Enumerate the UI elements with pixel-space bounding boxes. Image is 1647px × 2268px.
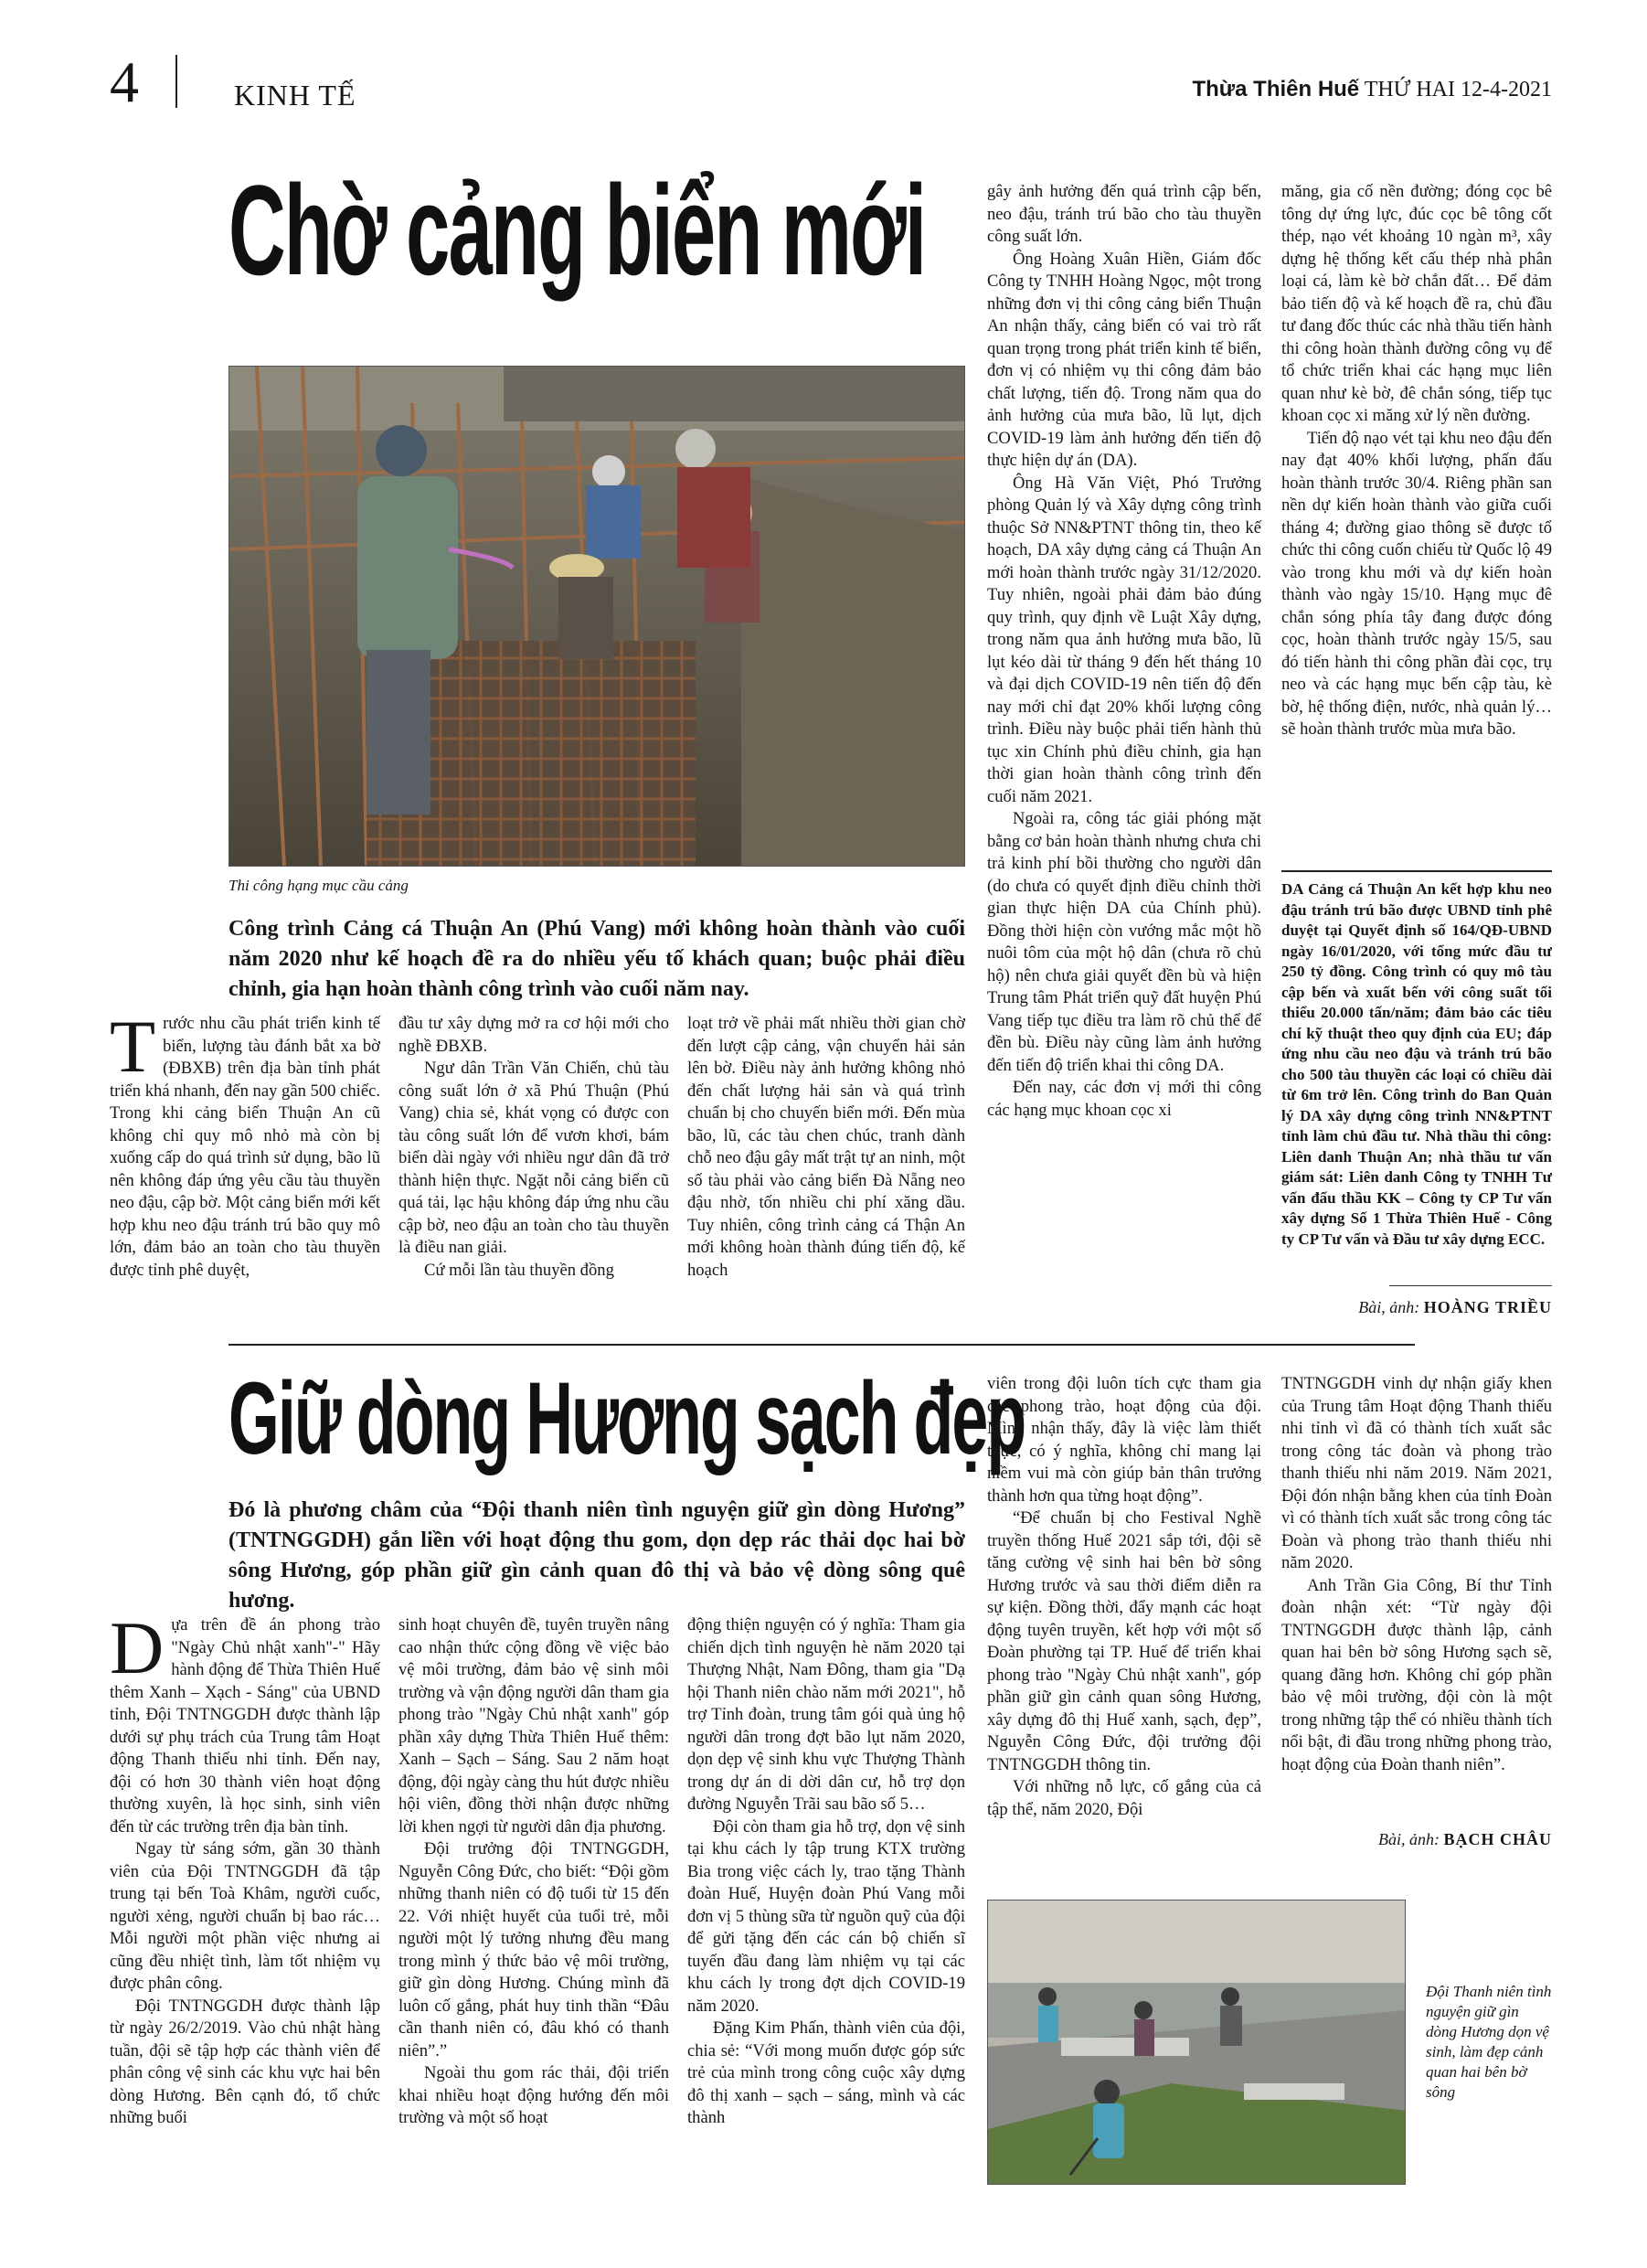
- issue-date: THỨ HAI 12-4-2021: [1364, 78, 1552, 101]
- article1-column-1: [110, 1005, 380, 1282]
- paragraph: [110, 1606, 380, 1838]
- paragraph: Ngay từ sáng sớm, gần 30 thành viên của Đội TNTNGGDH đã tập trung tại bến Toà Khâm, người cuốc, người xẻng, người chuẩn bị bao rác… Mỗi người một phần việc nhưng ai cũng đều nhiệt tình, làm tốt nhiệm vụ được phân công.: [110, 1839, 380, 1993]
- publication-name: Thừa Thiên Huế: [1192, 77, 1360, 101]
- byline-rule: [1389, 1285, 1552, 1286]
- paragraph: “Để chuẩn bị cho Festival Nghề truyền thống Huế 2021 sắp tới, đội sẽ tăng cường vệ sinh hai bên bờ sông Hương trước và sau thời điểm diễn ra sự kiện. Đồng thời, đẩy mạnh các hoạt động tuyên truyền, kết hợp với một số Đoàn phường tại TP. Huế để triển khai phong trào "Ngày Chủ nhật xanh", góp phần giữ gìn cảnh quan sông Hương, xây dựng đô thị Huế xanh, sạch, đẹp”, Nguyễn Công Đức, đội trưởng đội TNTNGGDH thông tin.: [987, 1508, 1261, 1774]
- project-factbox: DA Cảng cá Thuận An kết hợp khu neo đậu tránh trú bão được UBND tỉnh phê duyệt tại Quyết định số 164/QĐ-UBND ngày 16/01/2020, với tổng mức đầu tư 250 tỷ đồng. Công trình có quy mô tàu cập bến và xuất bến với công suất tối thiểu 20.000 tấn/năm; đảm bảo các tiêu chí kỹ thuật theo quy định của EU; đáp ứng nhu cầu neo đậu và tránh trú bão cho 500 tàu thuyền các loại có chiều dài từ 6m trở lên. Công trình do Ban Quản lý DA xây dựng công trình NN&PTNT tỉnh làm chủ đầu tư. Nhà thầu thi công: Liên danh Thuận An; nhà thầu tư vấn giám sát: Liên danh Công ty TNHH Tư vấn đấu thầu KK – Công ty CP Tư vấn xây dựng Số 1 Thừa Thiên Huế - Công ty CP Tư vấn và Đầu tư xây dựng ECC.: [1281, 870, 1552, 1250]
- article2-byline: [1378, 1830, 1552, 1849]
- paragraph: Đội còn tham gia hỗ trợ, dọn vệ sinh tại khu cách ly tập trung KTX trường Bia trong việc cách ly, trao tặng Thành đoàn Huế, Huyện đoàn Phú Vang mỗi đơn vị 5 thùng sữa từ nguồn quỹ của đội để gửi tặng đến các cán bộ chiến sĩ tuyến đầu đang làm nhiệm vụ tại các khu cách ly trong đợt dịch COVID-19 năm 2020.: [687, 1816, 965, 2016]
- article2-photo-caption: Đội Thanh niên tình nguyện giữ gìn dòng Hương dọn vệ sinh, làm đẹp cảnh quan hai bên bờ sông: [1426, 1983, 1552, 2102]
- paragraph: Ngoài thu gom rác thải, đội triển khai nhiều hoạt động hướng đến môi trường và một số hoạt: [398, 2063, 669, 2127]
- paragraph: Đến nay, các đơn vị mới thi công các hạng mục khoan cọc xi: [987, 1078, 1261, 1120]
- paragraph: gây ảnh hưởng đến quá trình cập bến, neo đậu, tránh trú bão cho tàu thuyền công suất lớn.: [987, 182, 1261, 246]
- paragraph: sinh hoạt chuyên đề, tuyên truyền nâng cao nhận thức cộng đồng về việc bảo vệ môi trường, đảm bảo vệ sinh môi trường và vận động người dân tham gia phong trào "Ngày Chủ nhật xanh" góp phần xây dựng Thừa Thiên Huế thêm: Xanh – Sạch – Sáng. Sau 2 năm hoạt động, đội ngày càng thu hút được nhiều hội viên, đồng thời nhận được những lời khen ngợi từ người dân địa phương.: [398, 1615, 669, 1837]
- paragraph: Ông Hoàng Xuân Hiền, Giám đốc Công ty TNHH Hoàng Ngọc, một trong những đơn vị thi công cảng biển Thuận An nhận thấy, cảng biển có vai trò rất quan trọng trong phát triển kinh tế biển, đơn vị có nhiệm vụ thi công đảm bảo chất lượng, tiến độ. Trong năm qua do ảnh hưởng của mưa bão, lũ lụt, dịch COVID-19 làm ảnh hưởng đến tiến độ thực hiện dự án (DA).: [987, 249, 1261, 470]
- article2-column-3: [687, 1614, 965, 2130]
- paragraph: Ngư dân Trần Văn Chiến, chủ tàu công suất lớn ở xã Phú Thuận (Phú Vang) chia sẻ, khát vọng có được con tàu công suất lớn để vươn khơi, bám biển dài ngày với nhiều ngư dân đã trở thành hiện thực. Ngặt nỗi cảng biển cũ quá tải, lạc hậu không đáp ứng nhu cầu cập bờ, neo đậu an toàn cho tàu thuyền là điều nan giải.: [398, 1059, 669, 1257]
- section-title: KINH TẾ: [234, 79, 356, 112]
- paragraph: động thiện nguyện có ý nghĩa: Tham gia chiến dịch tình nguyện hè năm 2020 tại Thượng Nhật, Nam Đông, tham gia "Dạ hội Thanh niên chào năm mới 2021", hỗ trợ Tỉnh đoàn, trung tâm gói quà ủng hộ người dân trong đợt bão lụt năm 2020, dọn dẹp vệ sinh khu vực Thượng Thành trong dự án di dời dân cư, hỗ trợ dọn đường Nguyễn Trãi sau bão số 5…: [687, 1615, 965, 1814]
- paragraph: măng, gia cố nền đường; đóng cọc bê tông dự ứng lực, đúc cọc bê tông cốt thép, nạo vét khoảng 10 ngàn m³, xây dựng hệ thống kết cấu thép nhà phân loại cá, làm kè bờ chắn đất… Để đảm bảo tiến độ và kế hoạch đề ra, chủ đầu tư đang đốc thúc các nhà thầu tiến hành thi công hoàn thành đường công vụ để tổ chức triển khai các hạng mục liên quan như kè bờ, đê chắn sóng, tiếp tục khoan cọc xi măng xử lý nền đường.: [1281, 182, 1552, 425]
- article1-column-3: [687, 1013, 965, 1282]
- article1-byline: [1358, 1298, 1552, 1317]
- dropcap: D: [110, 1606, 165, 1689]
- article-divider: [228, 1344, 1415, 1346]
- byline-author: BẠCH CHÂU: [1443, 1830, 1552, 1848]
- article2-column-5: [1281, 1373, 1552, 1776]
- byline-prefix: Bài, ảnh:: [1377, 1830, 1440, 1848]
- article2-column-4: [987, 1373, 1261, 1821]
- paragraph: Anh Trần Gia Công, Bí thư Tỉnh đoàn nhận xét: “Từ ngày đội TNTNGGDH được thành lập, cảnh quan hai bên bờ sông Hương sạch sẽ, quang đãng hơn. Không chỉ góp phần bảo vệ môi trường, đội còn là một trong những tập thể có nhiều thành tích nổi bật, đi đầu trong những phong trào, hoạt động của Đoàn thanh niên”.: [1281, 1575, 1552, 1774]
- article2-column-1: [110, 1606, 380, 2130]
- article2-sapo: Đó là phương châm của “Đội thanh niên tình nguyện giữ gìn dòng Hương” (TNTNGGDH) gắn liền với hoạt động thu gom, dọn dẹp rác thải dọc hai bờ sông Hương, góp phần giữ gìn cảnh quan đô thị và bảo vệ dòng sông quê hương.: [228, 1498, 965, 1613]
- river-cleanup-image: [988, 1901, 1406, 2185]
- paragraph: Đội TNTNGGDH được thành lập từ ngày 26/2/2019. Vào chủ nhật hàng tuần, đội sẽ tập hợp các thành viên để phân công vệ sinh các khu vực hai bên dòng Hương. Bên cạnh đó, tổ chức những buổi: [110, 1996, 380, 2127]
- paragraph: đầu tư xây dựng mở ra cơ hội mới cho nghề ĐBXB.: [398, 1014, 669, 1056]
- paragraph: loạt trở về phải mất nhiều thời gian chờ đến lượt cập cảng, vận chuyển hải sản lên bờ. Điều này ảnh hưởng không nhỏ đến chất lượng hải sản và quá trình chuẩn bị cho chuyến biển mới. Đến mùa bão, lũ, các tàu chen chúc, tranh dành chỗ neo đậu gây mất trật tự an ninh, một số tàu phải vào cảng biển Đà Nẵng neo đậu nhờ, tốn nhiều chi phí xăng dầu. Tuy nhiên, công trình cảng cá Thận An mới không hoàn thành đúng tiến độ, kế hoạch: [687, 1014, 965, 1280]
- construction-photo: [228, 366, 965, 867]
- article1-column-4: [987, 181, 1261, 1122]
- paragraph: Cứ mỗi lần tàu thuyền đồng: [424, 1260, 614, 1280]
- paragraph: Đội trưởng đội TNTNGGDH, Nguyễn Công Đức, cho biết: “Đội gồm những thanh niên có độ tuổi từ 15 đến 22. Với nhiệt huyết của tuổi trẻ, mỗi người một lý tưởng nhưng đều mang trong mình ý thức bảo vệ môi trường, giữ gìn dòng Hương. Chúng mình đã luôn cố gắng, phát huy tinh thần “Đâu cần thanh niên có, đâu khó có thanh niên”.”: [398, 1839, 669, 2060]
- article1-sapo: Công trình Cảng cá Thuận An (Phú Vang) mới không hoàn thành vào cuối năm 2020 như kế hoạch đề ra do nhiều yếu tố khách quan; buộc phải điều chỉnh, gia hạn hoàn thành công trình vào cuối năm nay.: [228, 917, 965, 1002]
- river-cleanup-photo: [987, 1900, 1406, 2185]
- paragraph: Ngoài ra, công tác giải phóng mặt bằng cơ bản hoàn thành nhưng chưa chi trả kinh phí bồi thường cho người dân (do chưa có quyết định điều chỉnh thời gian thực hiện DA của Chính phủ). Đồng thời hiện còn vướng mắc một hồ nuôi tôm của một hộ dân (chưa rõ chủ hộ) nên chưa giải quyết đền bù và hiện Trung tâm Phát triển quỹ đất huyện Phú Vang tiếp tục điều tra làm rõ chủ thể để đền bù. Điều này cũng làm ảnh hưởng đến tiến độ triển khai thi công DA.: [987, 809, 1261, 1075]
- paragraph-text: ựa trên đề án phong trào "Ngày Chủ nhật xanh"-" Hãy hành động để Thừa Thiên Huế thêm Xanh – Xạch - Sáng" của UBND tỉnh, Đội TNTNGGDH được thành lập dưới sự phụ trách của Trung tâm Hoạt động Thanh thiếu nhi tỉnh. Đến nay, đội có hơn 30 thành viên hoạt động thường xuyên, là học sinh, sinh viên đến từ các trường trên địa bàn tỉnh.: [110, 1615, 380, 1837]
- article2-headline: Giữ dòng Hương sạch đẹp: [228, 1361, 1025, 1475]
- paragraph: Đặng Kim Phấn, thành viên của đội, chia sẻ: “Với mong muốn được góp sức trẻ của mình trong công cuộc xây dựng đô thị xanh – sạch – sáng, mình và các thành: [687, 2018, 965, 2127]
- article1-photo-caption: Thi công hạng mục cầu cảng: [228, 877, 409, 894]
- masthead: [1192, 77, 1552, 102]
- paragraph: Ông Hà Văn Việt, Phó Trưởng phòng Quản lý và Xây dựng công trình thuộc Sở NN&PTNT thông tin, theo kế hoạch, DA xây dựng cảng cá Thuận An mới hoàn thành trước ngày 31/12/2020. Tuy nhiên, ngoài phải đảm bảo đúng quy trình, quy định về Luật Xây dựng, trong năm qua ảnh hưởng mưa bão, lũ lụt kéo dài từ tháng 9 đến hết tháng 10 và đại dịch COVID-19 nên tiến độ đến nay mới chỉ đạt 20% khối lượng công trình. Điều này buộc phải tiến hành thủ tục xin Chính phủ điều chỉnh, gia hạn thời gian hoàn thành công trình đến cuối năm 2021.: [987, 473, 1261, 806]
- paragraph: [110, 1005, 380, 1282]
- page-number: 4: [110, 49, 139, 114]
- dropcap: T: [110, 1005, 156, 1088]
- header-divider: [175, 55, 177, 108]
- paragraph: TNTNGGDH vinh dự nhận giấy khen của Trung tâm Hoạt động Thanh thiếu nhi tỉnh vì đã có thành tích xuất sắc trong công tác đoàn và phong trào thanh thiếu nhi năm 2019. Năm 2021, Đội đón nhận bằng khen của tỉnh Đoàn vì có thành tích xuất sắc trong công tác Đoàn và phong trào thanh thiếu nhi năm 2020.: [1281, 1374, 1552, 1572]
- article1-column-5: [1281, 181, 1552, 741]
- paragraph-text: rước nhu cầu phát triển kinh tế biển, lượng tàu đánh bắt xa bờ (ĐBXB) trên địa bàn tỉnh phát triển khá nhanh, đến nay gần 500 chiếc. Trong khi cảng biển Thuận An cũ không chỉ quy mô nhỏ mà còn bị xuống cấp do quá trình sử dụng, bão lũ nên không đáp ứng yêu cầu tàu thuyền neo đậu, cập bờ. Một cảng biển mới kết hợp khu neo đậu tránh trú bão quy mô lớn, đảm bảo an toàn cho tàu thuyền được tỉnh phê duyệt,: [110, 1014, 380, 1280]
- byline-author: HOÀNG TRIỀU: [1423, 1298, 1552, 1316]
- byline-prefix: Bài, ảnh:: [1358, 1298, 1420, 1316]
- construction-photo-image: [229, 367, 965, 867]
- paragraph: Tiến độ nạo vét tại khu neo đậu đến nay đạt 40% khối lượng, phấn đấu hoàn thành trước 30/4. Riêng phần san nền dự kiến hoàn thành vào giữa cuối tháng 4; đường giao thông sẽ được tổ chức thi công cuốn chiếu từ Quốc lộ 49 vào trong khu mới và dự kiến hoàn thành vào ngày 15/10. Hạng mục đê chắn sóng phía tây đang được đóng cọc, hoàn thành trước ngày 15/5, sau đó tiến hành thi công phần đài cọc, trụ neo và các hạng mục bến cập tàu, kè bờ, hệ thống điện, nước, nhà quản lý… sẽ hoàn thành trước mùa mưa bão.: [1281, 428, 1552, 739]
- paragraph: viên trong đội luôn tích cực tham gia các phong trào, hoạt động của đội. Mình nhận thấy, đây là việc làm thiết thực, có ý nghĩa, không chỉ mang lại niềm vui mà còn giúp bản thân trưởng thành hơn qua từng hoạt động”.: [987, 1374, 1261, 1506]
- article1-column-2: [398, 1013, 669, 1282]
- article2-column-2: [398, 1614, 669, 2130]
- paragraph: Với những nỗ lực, cố gắng của cả tập thể, năm 2020, Đội: [987, 1777, 1261, 1819]
- article1-headline: Chờ cảng biển mới: [228, 158, 926, 302]
